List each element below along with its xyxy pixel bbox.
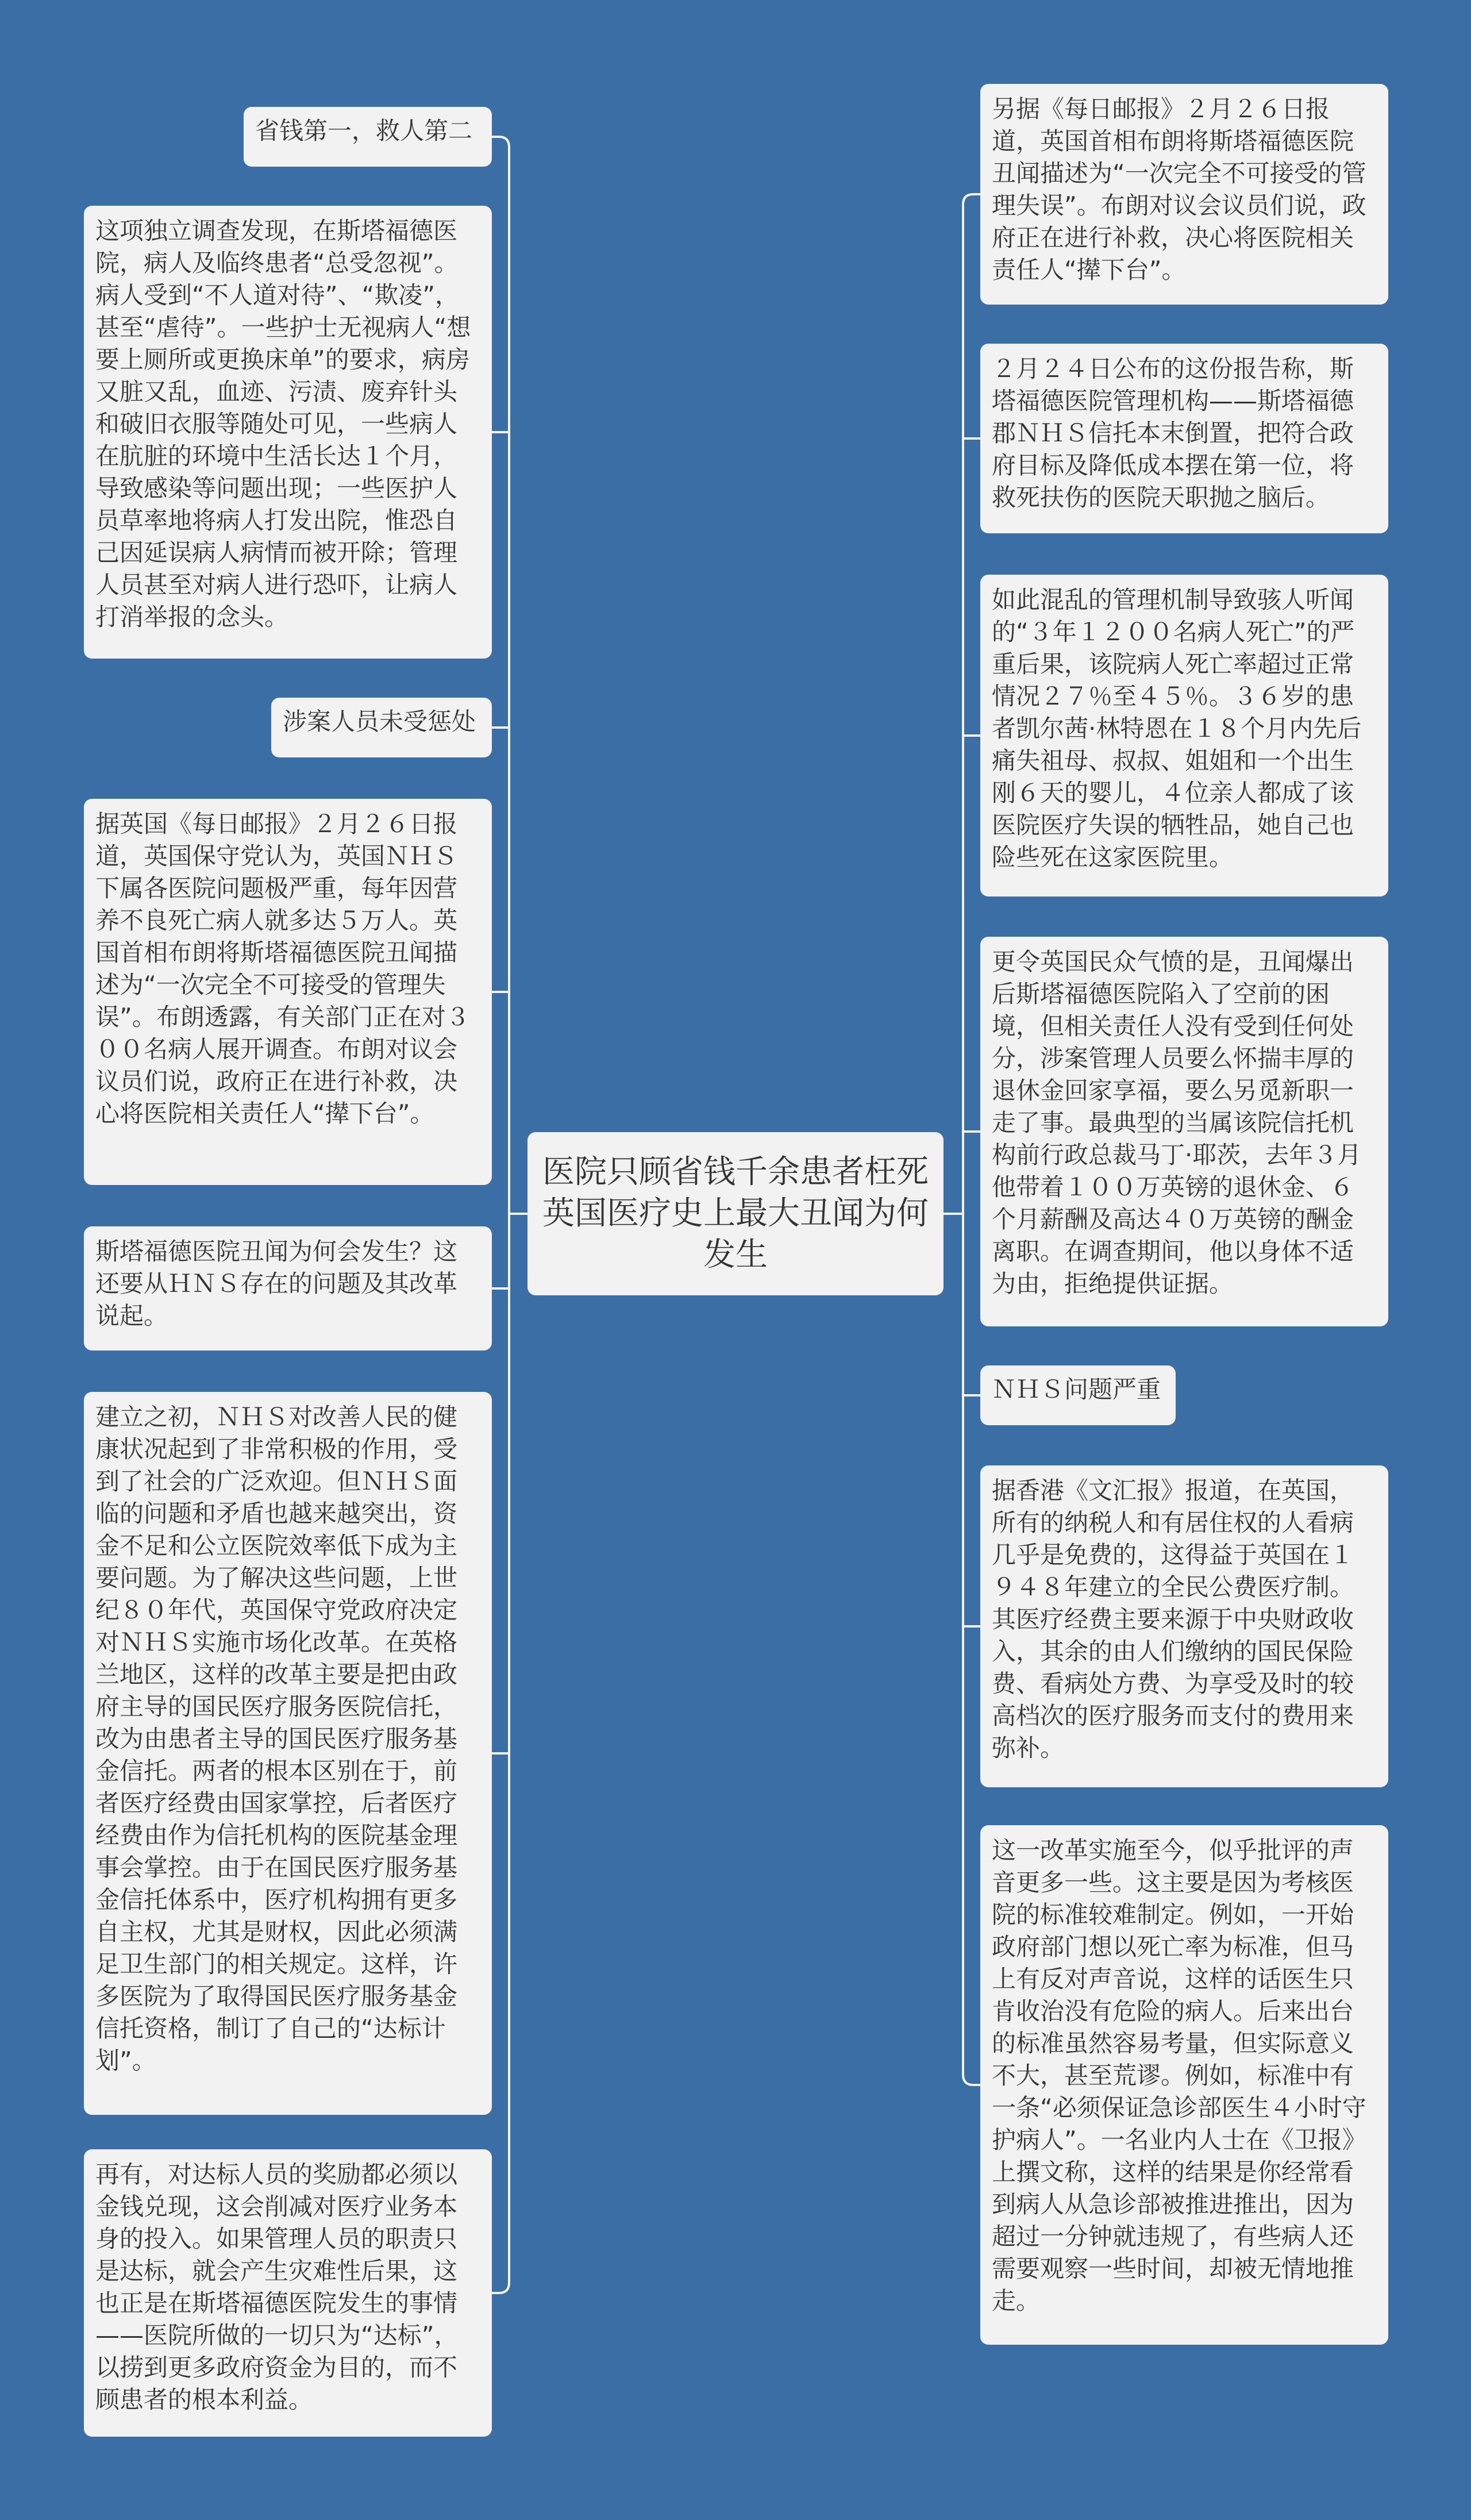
right-node-6-text: 据香港《文汇报》报道，在英国，所有的纳税人和有居住权的人看病几乎是免费的，这得益于英国在１９４８年建立的全民公费医疗制。其医疗经费主要来源于中央财政收入，其余的由人们缴纳的国民保险费、看病处方费、为享受及时的较高档次的医疗服务而支付的费用来弥补。 <box>992 1476 1354 1762</box>
left-node-3[interactable] <box>271 698 492 757</box>
central-topic[interactable] <box>527 1132 944 1295</box>
right-node-5[interactable] <box>980 1365 1176 1425</box>
central-topic-label: 医院只顾省钱千余患者枉死英国医疗史上最大丑闻为何发生 <box>542 1153 929 1274</box>
right-node-1[interactable] <box>980 84 1388 305</box>
left-node-2-text: 这项独立调查发现，在斯塔福德医院，病人及临终患者“总受忽视”。病人受到“不人道对待”、“欺凌”，甚至“虐待”。一些护士无视病人“想要上厕所或更换床单”的要求，病房又脏又乱，血迹、污渍、废弃针头和破旧衣服等随处可见，一些病人在肮脏的环境中生活长达１个月，导致感染等问题出现；一些医护人员草率地将病人打发出院，惟恐自己因延误病人病情而被开除；管理人员甚至对病人进行恐吓，让病人打消举报的念头。 <box>95 217 471 631</box>
right-node-3[interactable] <box>980 575 1388 897</box>
left-node-7-text: 再有，对达标人员的奖励都必须以金钱兑现，这会削减对医疗业务本身的投入。如果管理人员的职责只是达标，就会产生灾难性后果，这也正是在斯塔福德医院发生的事情——医院所做的一切只为“达标”，以捞到更多政府资金为目的，而不顾患者的根本利益。 <box>95 2160 459 2414</box>
left-node-4[interactable] <box>84 799 492 1185</box>
right-node-7-text: 这一改革实施至今，似乎批评的声音更多一些。这主要是因为考核医院的标准较难制定。例如，一开始政府部门想以死亡率为标准，但马上有反对声音说，这样的话医生只肯收治没有危险的病人。后来出台的标准虽然容易考量，但实际意义不大，甚至荒谬。例如，标准中有一条“必须保证急诊部医生４小时守护病人”。一名业内人士在《卫报》上撰文称，这样的结果是你经常看到病人从急诊部被推进推出，因为超过一分钟就违规了，有些病人还需要观察一些时间，却被无情地推走。 <box>992 1836 1366 2315</box>
right-node-4[interactable] <box>980 937 1388 1326</box>
left-node-5[interactable] <box>84 1226 492 1351</box>
left-node-1[interactable] <box>244 107 492 167</box>
right-node-4-text: 更令英国民众气愤的是，丑闻爆出后斯塔福德医院陷入了空前的困境，但相关责任人没有受到任何处分，涉案管理人员要么怀揣丰厚的退休金回家享福，要么另觅新职一走了事。最典型的当属该院信托机构前行政总裁马丁·耶茨，去年３月他带着１００万英镑的退休金、６个月薪酬及高达４０万英镑的酬金离职。在调查期间，他以身体不适为由，拒绝提供证据。 <box>992 948 1362 1298</box>
right-node-2-text: ２月２４日公布的这份报告称，斯塔福德医院管理机构——斯塔福德郡ＮＨＳ信托本末倒置，把符合政府目标及降低成本摆在第一位，将救死扶伤的医院天职抛之脑后。 <box>992 355 1354 511</box>
left-node-2[interactable] <box>84 206 492 659</box>
right-node-2[interactable] <box>980 344 1388 533</box>
left-node-6[interactable] <box>84 1392 492 2115</box>
right-node-3-text: 如此混乱的管理机制导致骇人听闻的“３年１２００名病人死亡”的严重后果，该院病人死亡率超过正常情况２７％至４５％。３６岁的患者凯尔茜·林特恩在１８个月内先后痛失祖母、叔叔、姐姐和一个出生刚６天的婴儿，４位亲人都成了该医院医疗失误的牺牲品，她自己也险些死在这家医院里。 <box>992 586 1362 871</box>
left-node-1-text: 省钱第一，救人第二 <box>255 117 473 145</box>
left-node-5-text: 斯塔福德医院丑闻为何会发生？这还要从ＨＮＳ存在的问题及其改革说起。 <box>95 1237 458 1330</box>
right-node-5-text: ＮＨＳ问题严重 <box>992 1375 1161 1403</box>
left-node-7[interactable] <box>84 2149 492 2437</box>
right-node-1-text: 另据《每日邮报》２月２６日报道，英国首相布朗将斯塔福德医院丑闻描述为“一次完全不可接受的管理失误”。布朗对议会议员们说，政府正在进行补救，决心将医院相关责任人“撵下台”。 <box>992 95 1366 284</box>
left-node-branch-7 <box>492 2283 509 2293</box>
right-node-7[interactable] <box>980 1825 1388 2345</box>
left-node-6-text: 建立之初，ＮＨＳ对改善人民的健康状况起到了非常积极的作用，受到了社会的广泛欢迎。但ＮＨＳ面临的问题和矛盾也越来越突出，资金不足和公立医院效率低下成为主要问题。为了解决这些问题，上世纪８０年代，英国保守党政府决定对ＮＨＳ实施市场化改革。在英格兰地区，这样的改革主要是把由政府主导的国民医疗服务医院信托，改为由患者主导的国民医疗服务基金信托。两者的根本区别在于，前者医疗经费由国家掌控，后者医疗经费由作为信托机构的医院基金理事会掌控。由于在国民医疗服务基金信托体系中，医疗机构拥有更多自主权，尤其是财权，因此必须满足卫生部门的相关规定。这样，许多医院为了取得国民医疗服务基金信托资格，制订了自己的“达标计划”。 <box>95 1403 458 2075</box>
left-node-branch-1 <box>492 137 509 147</box>
right-node-6[interactable] <box>980 1465 1388 1787</box>
left-node-3-text: 涉案人员未受惩处 <box>283 707 476 736</box>
left-node-4-text: 据英国《每日邮报》２月２６日报道，英国保守党认为，英国ＮＨＳ下属各医院问题极严重，每年因营养不良死亡病人就多达５万人。英国首相布朗将斯塔福德医院丑闻描述为“一次完全不可接受的管理失误”。布朗透露，有关部门正在对３００名病人展开调查。布朗对议会议员们说，政府正在进行补救，决心将医院相关责任人“撵下台”。 <box>95 810 470 1128</box>
right-node-branch-1 <box>963 194 980 205</box>
right-node-branch-7 <box>963 2075 980 2085</box>
